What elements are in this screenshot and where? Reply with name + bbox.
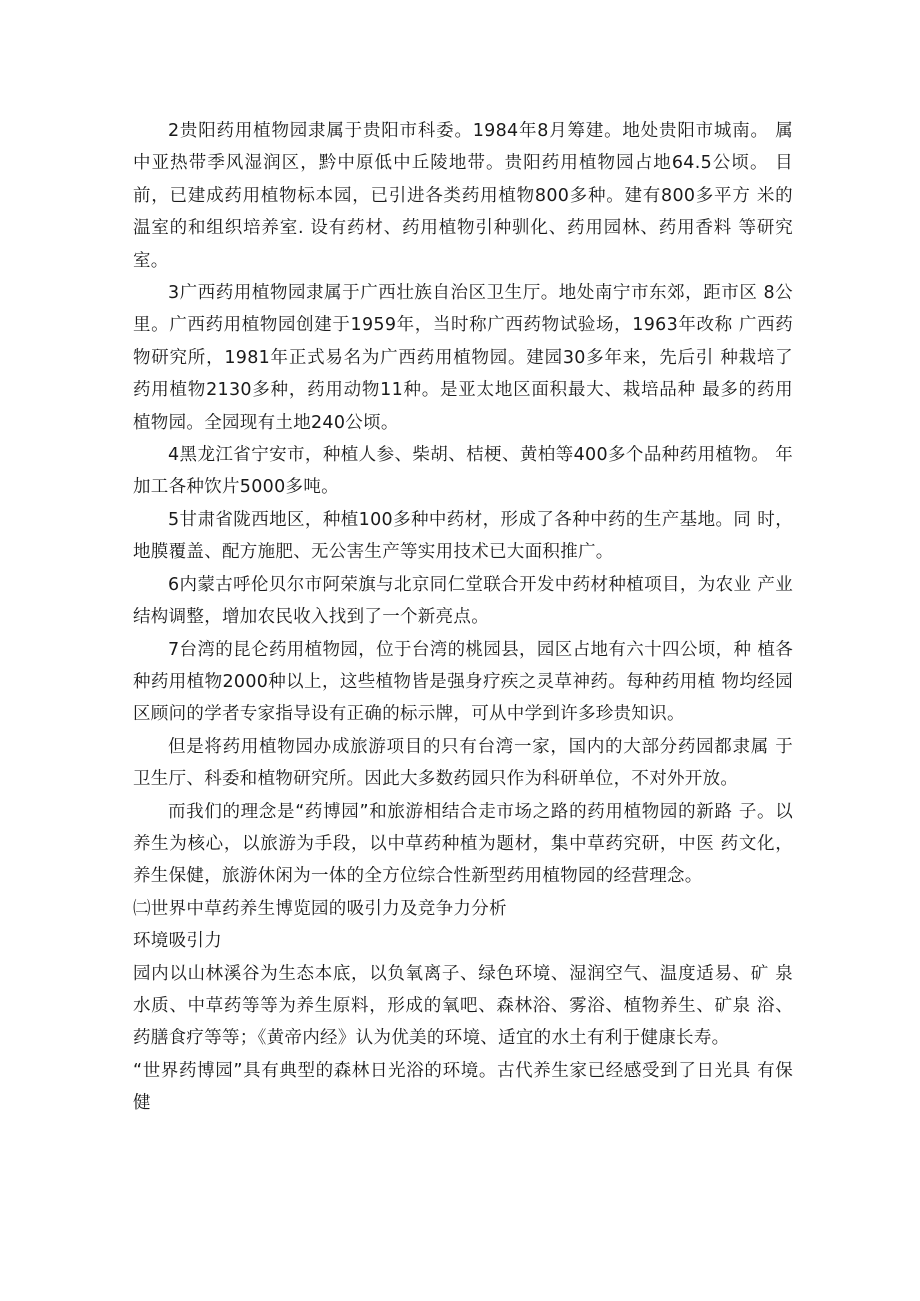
paragraph-guiyang-botanical-garden: 2贵阳药用植物园隶属于贵阳市科委。1984年8月筹建。地处贵阳市城南。 属中亚热带季风湿润区，黔中原低中丘陵地带。贵阳药用植物园占地64.5公顷。 目前，已建成药用植物标本园，已引进各类药用植物800多种。建有800多平方 米的温室的和组织培养室. 设有药材、药用植物引种驯化、药用园林、药用香料 等研究室。	[133, 121, 793, 271]
paragraph-gansu-longxi: 5甘肃省陇西地区，种植100多种中药材，形成了各种中药的生产基地。同 时，地膜覆盖、配方施肥、无公害生产等实用技术已大面积推广。	[133, 509, 793, 563]
paragraph-inner-mongolia-arong: 6内蒙古呼伦贝尔市阿荣旗与北京同仁堂联合开发中药材种植项目，为农业 产业结构调整，增加农民收入找到了一个新亮点。	[133, 574, 793, 628]
paragraph-heilongjiang-ningan: 4黑龙江省宁安市，种植人参、柴胡、桔梗、黄柏等400多个品种药用植物。 年加工各种饮片5000多吨。	[133, 445, 793, 498]
paragraph-taiwan-only-tourism: 但是将药用植物园办成旅游项目的只有台湾一家，国内的大部分药园都隶属 于卫生厅、科委和植物研究所。因此大多数药园只作为科研单位，不对外开放。	[133, 736, 793, 790]
section-heading-attraction-analysis: ㈡世界中草药养生博览园的吸引力及竞争力分析	[133, 898, 507, 919]
paragraph-forest-sunbath: “世界药博园”具有典型的森林日光浴的环境。古代养生家已经感受到了日光具 有保健	[133, 1060, 793, 1114]
paragraph-taiwan-kunlun-garden: 7台湾的昆仑药用植物园，位于台湾的桃园县，园区占地有六十四公顷，种 植各种药用植物2000种以上，这些植物皆是强身疗疾之灵草神药。每种药用植 物均经园区顾问的学者专家指导设有正确的标示牌，可从中学到许多珍贵知识。	[133, 639, 793, 725]
document-body	[133, 115, 793, 1120]
paragraph-guangxi-botanical-garden: 3广西药用植物园隶属于广西壮族自治区卫生厅。地处南宁市东郊，距市区 8公里。广西药用植物园创建于1959年，当时称广西药物试验场，1963年改称 广西药物研究所，1981年正式易名为广西药用植物园。建园30多年来，先后引 种栽培了药用植物2130多种，药用动物11种。是亚太地区面积最大、栽培品种 最多的药用植物园。全园现有土地240公顷。	[133, 283, 793, 433]
paragraph-our-concept: 而我们的理念是“药博园”和旅游相结合走市场之路的药用植物园的新路 子。以养生为核心，以旅游为手段，以中草药种植为题材，集中草药究研，中医 药文化，养生保健，旅游休闲为一体的全方位综合性新型药用植物园的经营理念。	[133, 801, 793, 887]
paragraph-environment-description: 园内以山林溪谷为生态本底，以负氧离子、绿色环境、湿润空气、温度适易、矿 泉水质、中草药等等为养生原料，形成的氧吧、森林浴、雾浴、植物养生、矿泉 浴、药膳食疗等等；《黄帝内经》认为优美的环境、适宜的水土有利于健康长寿。	[133, 963, 793, 1049]
subheading-environment-attraction: 环境吸引力	[133, 931, 222, 952]
